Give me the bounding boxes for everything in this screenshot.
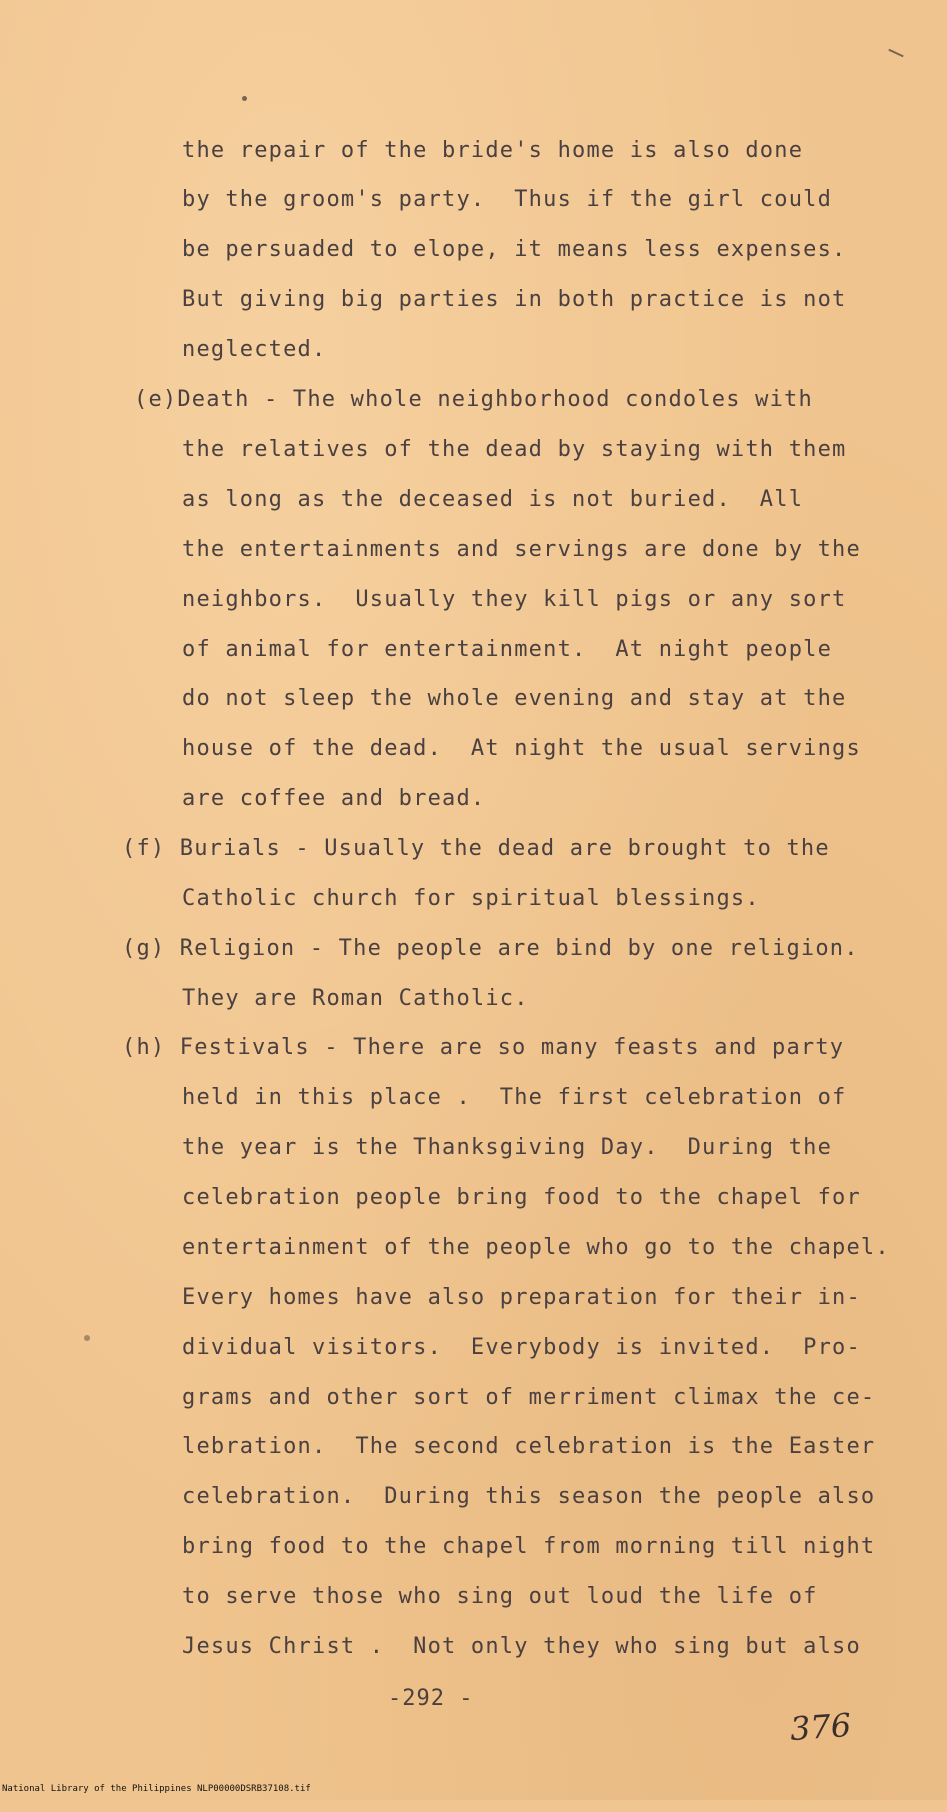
footer-filename: NLP00000DSRB37108.tif: [197, 1784, 311, 1794]
document-line: the repair of the bride's home is also done: [182, 138, 804, 163]
document-line: house of the dead. At night the usual servings: [182, 736, 861, 761]
document-line: the entertainments and servings are done by the: [182, 537, 861, 562]
document-line: neglected.: [182, 337, 327, 362]
document-line: dividual visitors. Everybody is invited. Pro-: [182, 1335, 861, 1360]
footer-institution: National Library of the Philippines: [2, 1784, 192, 1794]
document-line: be persuaded to elope, it means less expenses.: [182, 237, 847, 262]
document-line: grams and other sort of merriment climax the ce-: [182, 1385, 876, 1410]
ink-speck: [242, 96, 247, 101]
document-line: held in this place . The first celebration of: [182, 1085, 847, 1110]
document-line: of animal for entertainment. At night people: [182, 637, 833, 662]
document-line: do not sleep the whole evening and stay at the: [182, 686, 847, 711]
document-line: as long as the deceased is not buried. All: [182, 487, 804, 512]
document-line: to serve those who sing out loud the life of: [182, 1584, 818, 1609]
document-line: by the groom's party. Thus if the girl could: [182, 187, 833, 212]
document-line: lebration. The second celebration is the Easter: [182, 1434, 876, 1459]
document-line: celebration. During this season the people also: [182, 1484, 876, 1509]
document-line: Catholic church for spiritual blessings.: [182, 886, 760, 911]
document-line: are coffee and bread.: [182, 786, 486, 811]
document-line: bring food to the chapel from morning till night: [182, 1534, 876, 1559]
document-line: But giving big parties in both practice is not: [182, 287, 847, 312]
ink-speck: [84, 1335, 90, 1341]
handwritten-folio-number: 376: [788, 1705, 853, 1749]
archive-footer: [0, 1782, 311, 1800]
document-line: (f) Burials - Usually the dead are brought to the: [122, 836, 830, 861]
document-line: (h) Festivals - There are so many feasts and party: [122, 1035, 845, 1060]
document-line: Every homes have also preparation for their in-: [182, 1285, 861, 1310]
document-line: They are Roman Catholic.: [182, 986, 529, 1011]
document-line: (e)Death - The whole neighborhood condoles with: [134, 387, 813, 412]
page-number: -292 -: [388, 1686, 474, 1711]
document-line: the year is the Thanksgiving Day. During the: [182, 1135, 833, 1160]
document-line: the relatives of the dead by staying with them: [182, 437, 847, 462]
document-line: neighbors. Usually they kill pigs or any sort: [182, 587, 847, 612]
document-line: (g) Religion - The people are bind by one religion.: [122, 936, 859, 961]
document-line: Jesus Christ . Not only they who sing but also: [182, 1634, 861, 1659]
document-line: entertainment of the people who go to the chapel.: [182, 1235, 890, 1260]
document-line: celebration people bring food to the chapel for: [182, 1185, 861, 1210]
